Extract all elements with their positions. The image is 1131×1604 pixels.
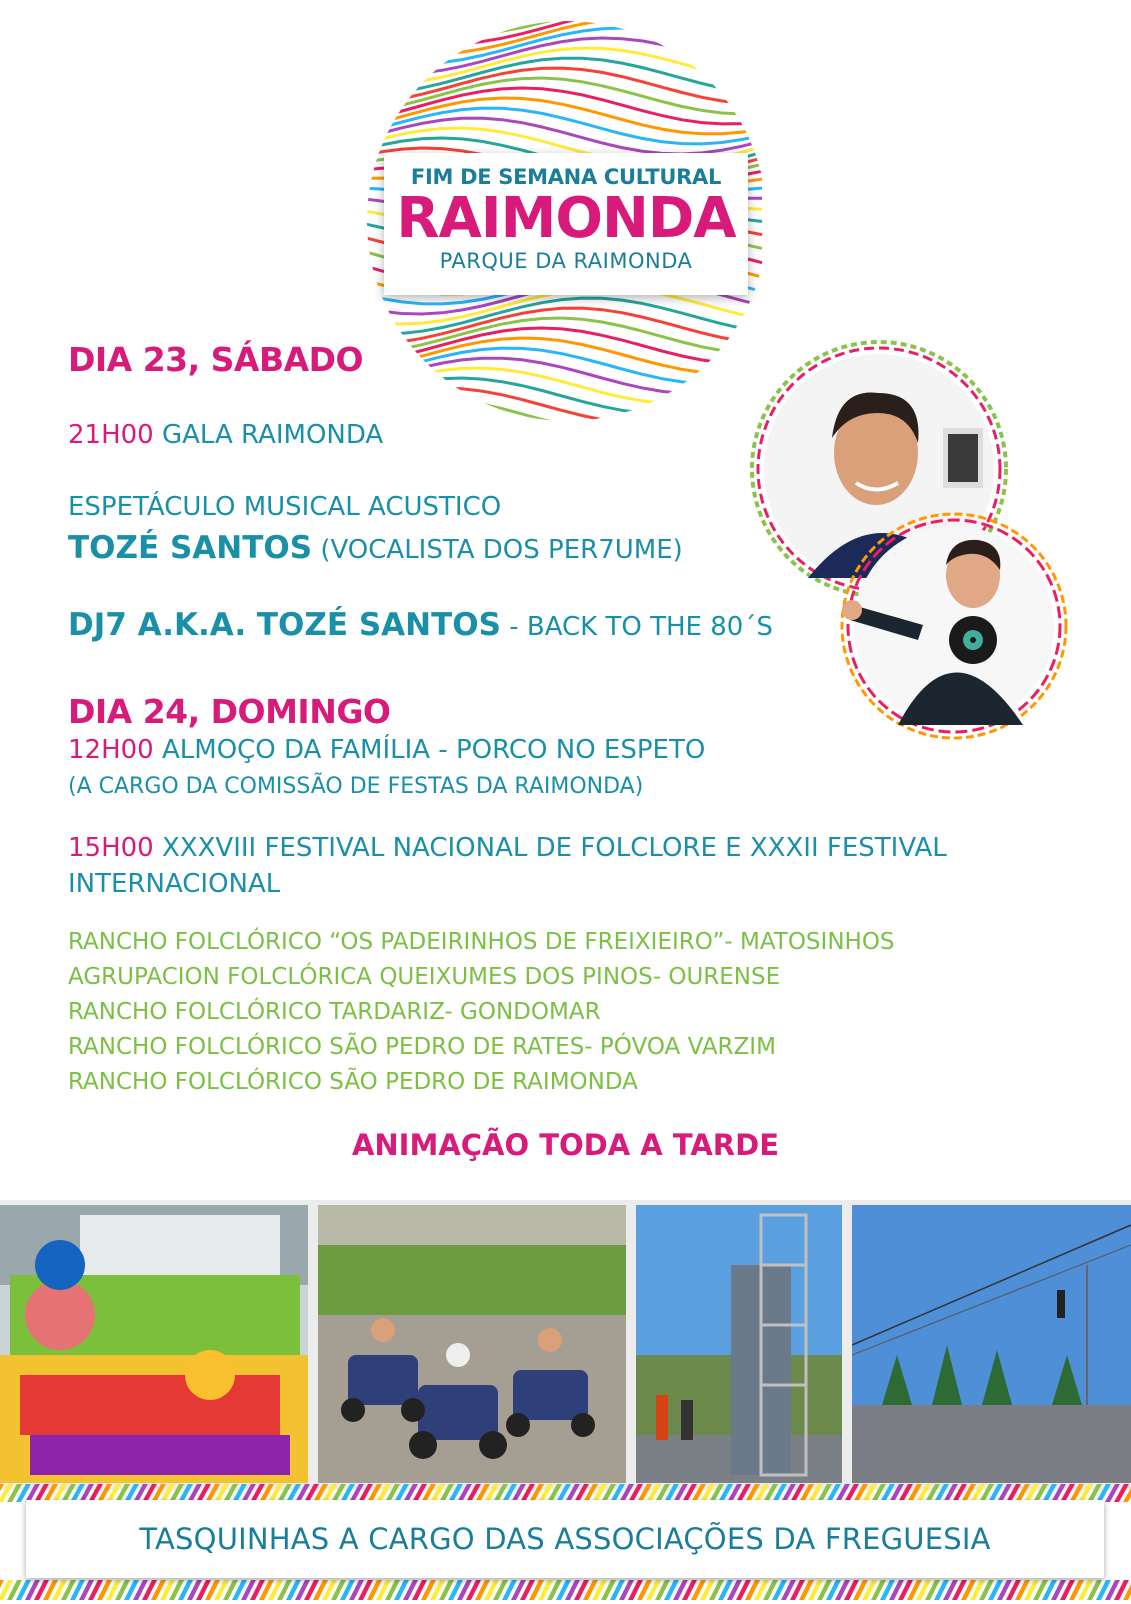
list-item: AGRUPACION FOLCLÓRICA QUEIXUMES DOS PINOS- OURENSE	[68, 964, 781, 990]
day1-title: DIA 23, SÁBADO	[68, 340, 364, 379]
day2-event1	[68, 735, 705, 765]
day2-event2-line2: INTERNACIONAL	[68, 869, 281, 899]
wave-line	[362, 398, 762, 426]
day1-event1	[68, 420, 383, 450]
event-name: ALMOÇO DA FAMÍLIA - PORCO NO ESPETO	[161, 735, 706, 765]
dj-note: - BACK TO THE 80´S	[509, 612, 773, 642]
day2-title: DIA 24, DOMINGO	[68, 692, 391, 731]
wave-line	[362, 368, 762, 404]
logo-box	[384, 153, 748, 295]
list-item: RANCHO FOLCLÓRICO SÃO PEDRO DE RAIMONDA	[68, 1069, 638, 1095]
day2-event1-note: (A CARGO DA COMISSÃO DE FESTAS DA RAIMONDA)	[68, 774, 644, 799]
bouncy-castle-photo	[0, 1205, 308, 1483]
climbing-wall-photo	[636, 1205, 842, 1483]
wave-line	[362, 58, 762, 94]
day1-event3	[68, 607, 773, 643]
artist-name: TOZÉ SANTOS	[68, 530, 313, 566]
day1-event2-line1: ESPETÁCULO MUSICAL ACUSTICO	[68, 492, 502, 522]
rainbow-stripe-bottom	[0, 1580, 1131, 1600]
footer-text: TASQUINHAS A CARGO DAS ASSOCIAÇÕES DA FREGUESIA	[139, 1522, 991, 1556]
wave-line	[362, 388, 762, 424]
animation-title: ANIMAÇÃO TODA A TARDE	[351, 1128, 780, 1162]
wave-line	[362, 16, 762, 34]
wave-line	[362, 378, 762, 414]
footer-box	[26, 1500, 1104, 1578]
list-item: RANCHO FOLCLÓRICO SÃO PEDRO DE RATES- PÓVOA VARZIM	[68, 1034, 776, 1060]
artist-note: (VOCALISTA DOS PER7UME)	[320, 535, 683, 565]
event-name: GALA RAIMONDA	[161, 420, 384, 450]
day1-event2-line2	[68, 530, 683, 566]
logo-title: RAIMONDA	[396, 186, 736, 251]
dj-portrait-photo	[838, 510, 1070, 742]
event-time: 21H00	[68, 420, 154, 450]
rancho-list	[68, 925, 895, 1100]
go-karts-photo	[318, 1205, 626, 1483]
day2-event2-line1	[68, 833, 947, 863]
wave-line	[362, 358, 762, 394]
list-item: RANCHO FOLCLÓRICO “OS PADEIRINHOS DE FREIXIEIRO”- MATOSINHOS	[68, 929, 895, 955]
list-item: RANCHO FOLCLÓRICO TARDARIZ- GONDOMAR	[68, 999, 601, 1025]
logo-subtitle: FIM DE SEMANA CULTURAL	[410, 165, 722, 189]
dj-name: DJ7 A.K.A. TOZÉ SANTOS	[68, 607, 501, 643]
event-name: XXXVIII FESTIVAL NACIONAL DE FOLCLORE E XXXII FESTIVAL	[161, 833, 947, 863]
zipline-photo	[852, 1205, 1131, 1483]
logo-venue: PARQUE DA RAIMONDA	[439, 249, 693, 273]
event-time: 12H00	[68, 735, 154, 765]
event-time: 15H00	[68, 833, 154, 863]
